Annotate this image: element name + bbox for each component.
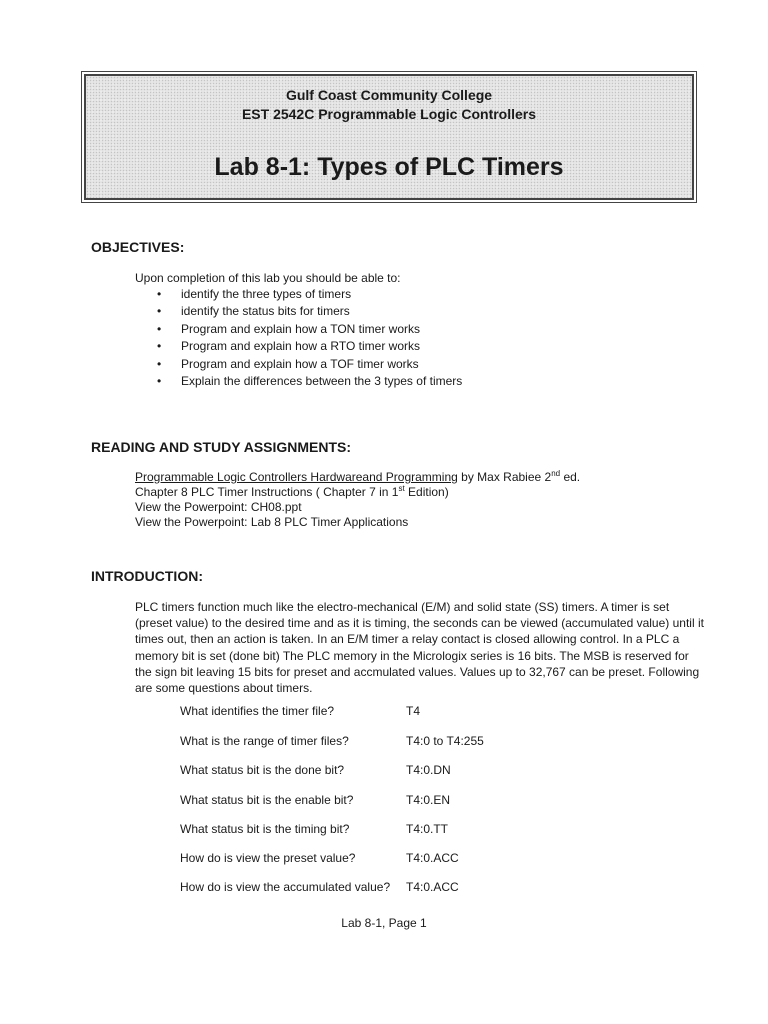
list-item-text: identify the three types of timers	[181, 287, 352, 301]
chapter-edition-label: Edition)	[404, 485, 449, 499]
qa-row	[0, 879, 768, 895]
edition-label: ed.	[560, 470, 581, 484]
qa-question: How do is view the preset value?	[180, 851, 356, 865]
edition-suffix: nd	[551, 469, 561, 478]
qa-answer: T4:0.ACC	[406, 851, 459, 865]
list-item-text: Program and explain how a RTO timer works	[181, 339, 420, 354]
qa-row	[0, 703, 768, 719]
list-item	[157, 321, 462, 338]
chapter-text: Chapter 8 PLC Timer Instructions ( Chapter 7 in 1	[135, 485, 399, 499]
list-item	[157, 303, 462, 320]
book-title: Programmable Logic Controllers Hardwareand Programming	[135, 470, 458, 484]
qa-question: What identifies the timer file?	[180, 704, 335, 718]
list-item	[157, 356, 462, 373]
bullet-icon: •	[157, 321, 162, 336]
course-name: EST 2542C Programmable Logic Controllers	[241, 106, 537, 122]
powerpoint-ch08: View the Powerpoint: CH08.ppt	[135, 500, 302, 514]
powerpoint-lab8: View the Powerpoint: Lab 8 PLC Timer Applications	[135, 515, 409, 529]
qa-row	[0, 821, 768, 837]
introduction-heading: INTRODUCTION:	[91, 568, 203, 584]
qa-question: How do is view the accumulated value?	[180, 880, 391, 894]
title-box	[84, 74, 694, 200]
objectives-list	[157, 286, 462, 390]
qa-question: What status bit is the enable bit?	[180, 793, 354, 807]
qa-question: What is the range of timer files?	[180, 734, 349, 748]
list-item	[157, 286, 462, 303]
list-item-text: Explain the differences between the 3 types of timers	[181, 373, 463, 388]
qa-row	[0, 792, 768, 808]
qa-answer: T4:0 to T4:255	[406, 734, 484, 748]
qa-answer: T4:0.ACC	[406, 880, 459, 894]
objectives-intro: Upon completion of this lab you should be able to:	[135, 271, 401, 285]
list-item-text: Program and explain how a TOF timer works	[181, 356, 419, 371]
bullet-icon: •	[157, 304, 162, 319]
qa-row	[0, 733, 768, 749]
bullet-icon: •	[157, 373, 162, 388]
introduction-paragraph: PLC timers function much like the electro-mechanical (E/M) and solid state (SS) timers. A timer is set (preset value) to the desired time and as it is timing, the seconds can be viewed (accumulated value) until it times out, then an action is taken. In an E/M timer a relay contact is closed allowing control. In a PLC a memory bit is set (done bit) The PLC memory in the Micrologix series is 16 bits. The MSB is reserved for the sign bit leaving 15 bits for preset and accmulated values. Values up to 32,767 can be preset. Following are some questions about timers.	[135, 600, 704, 696]
chapter-edition-suffix: st	[398, 484, 405, 493]
qa-answer: T4:0.EN	[406, 793, 451, 807]
bullet-icon: •	[157, 287, 162, 301]
page-footer: Lab 8-1, Page 1	[341, 916, 427, 930]
lab-title: Lab 8-1: Types of PLC Timers	[214, 153, 564, 181]
list-item	[157, 373, 462, 390]
book-author: by Max Rabiee 2	[457, 470, 552, 484]
list-item-text: Program and explain how a TON timer works	[181, 321, 420, 336]
qa-row	[0, 762, 768, 778]
qa-question: What status bit is the timing bit?	[180, 822, 350, 836]
book-reference	[135, 470, 580, 485]
list-item	[157, 338, 462, 355]
qa-answer: T4:0.DN	[406, 763, 451, 777]
college-name: Gulf Coast Community College	[285, 87, 493, 103]
bullet-icon: •	[157, 339, 162, 354]
bullet-icon: •	[157, 356, 162, 371]
qa-answer: T4:0.TT	[406, 822, 449, 836]
qa-question: What status bit is the done bit?	[180, 763, 345, 777]
reading-heading: READING AND STUDY ASSIGNMENTS:	[91, 439, 352, 455]
qa-answer: T4	[406, 704, 421, 718]
qa-row	[0, 850, 768, 866]
list-item-text: identify the status bits for timers	[181, 304, 350, 319]
objectives-heading: OBJECTIVES:	[91, 239, 185, 255]
chapter-reference	[135, 485, 449, 500]
